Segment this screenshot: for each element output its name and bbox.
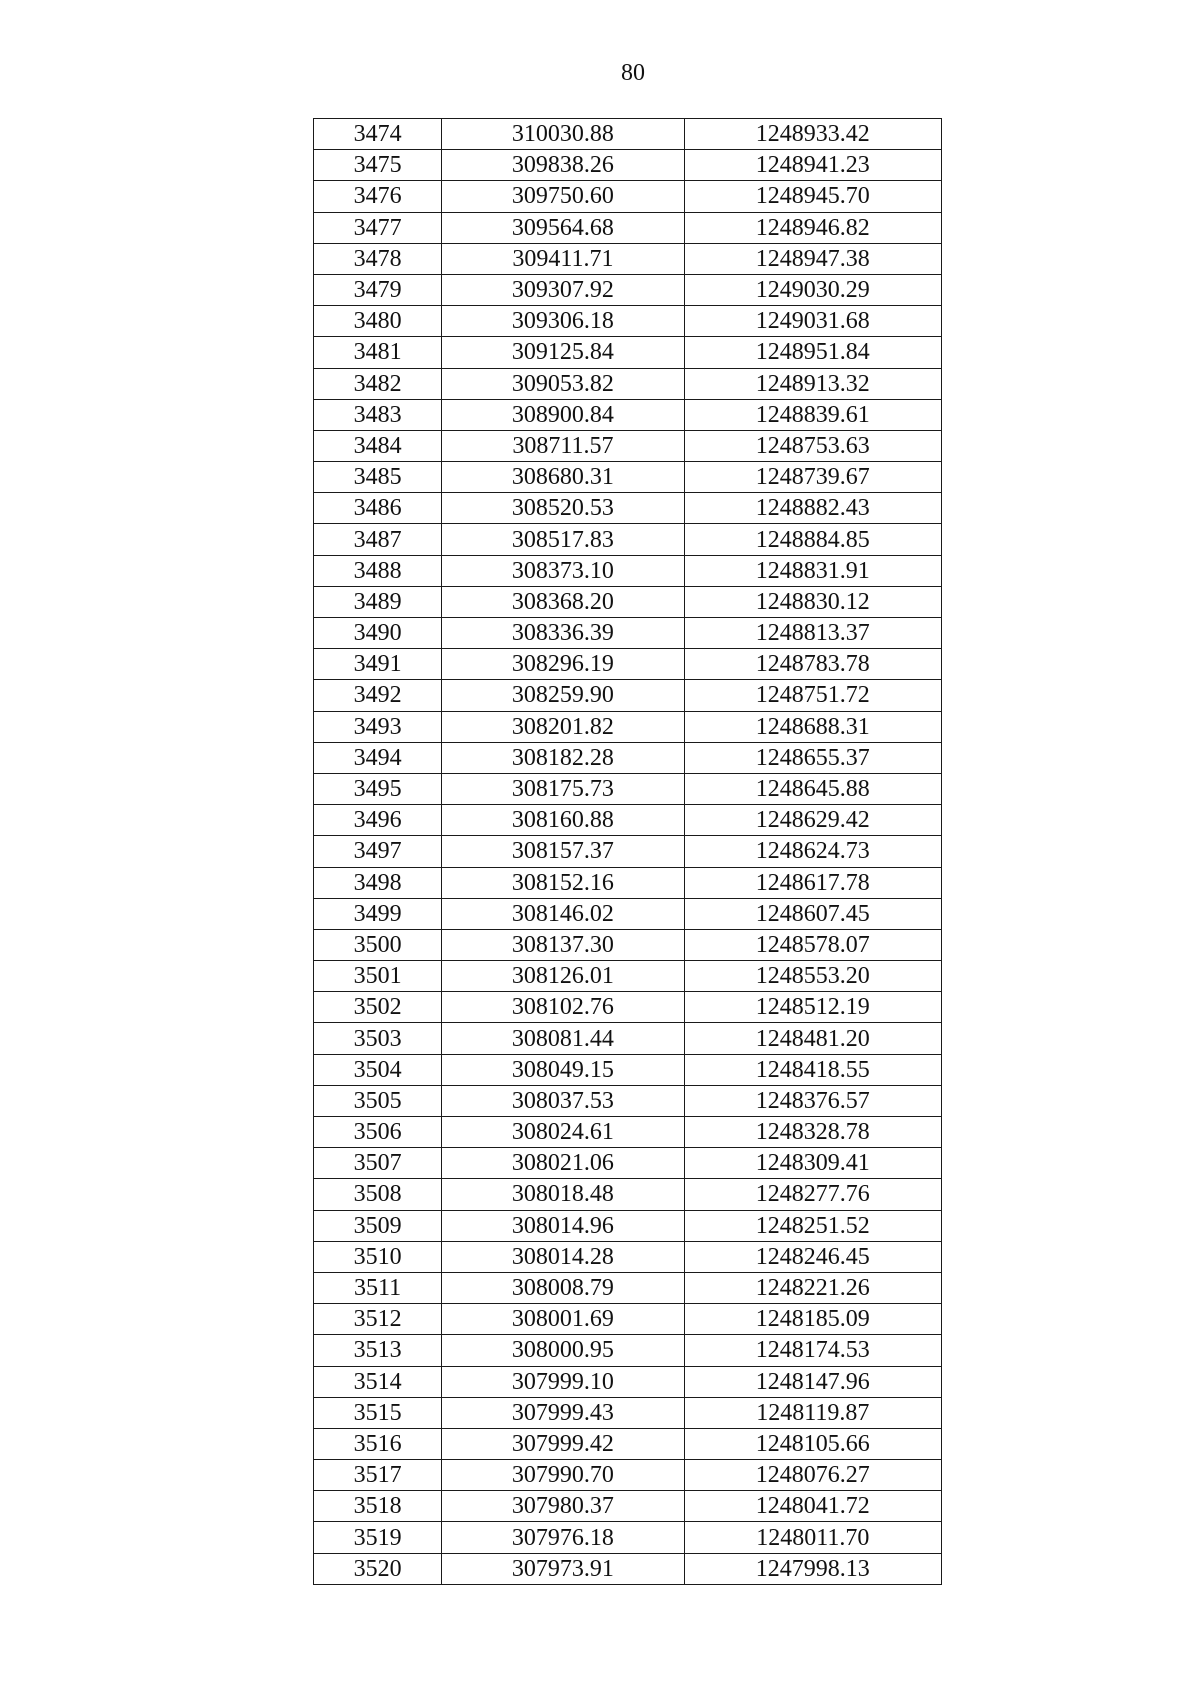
point-number-cell: 3485 — [314, 462, 442, 493]
point-number-cell: 3517 — [314, 1460, 442, 1491]
point-number-cell: 3474 — [314, 119, 442, 150]
table-row — [314, 306, 942, 337]
point-number-cell: 3489 — [314, 586, 442, 617]
y-coordinate-cell: 1248418.55 — [684, 1054, 941, 1085]
y-coordinate-cell: 1248076.27 — [684, 1460, 941, 1491]
x-coordinate-cell: 307980.37 — [442, 1491, 684, 1522]
table-row — [314, 181, 942, 212]
table-row — [314, 1023, 942, 1054]
x-coordinate-cell: 308000.95 — [442, 1335, 684, 1366]
point-number-cell: 3477 — [314, 212, 442, 243]
y-coordinate-cell: 1248277.76 — [684, 1179, 941, 1210]
point-number-cell: 3479 — [314, 274, 442, 305]
x-coordinate-cell: 308182.28 — [442, 742, 684, 773]
table-row — [314, 711, 942, 742]
point-number-cell: 3518 — [314, 1491, 442, 1522]
y-coordinate-cell: 1248951.84 — [684, 337, 941, 368]
table-row — [314, 1335, 942, 1366]
y-coordinate-cell: 1248882.43 — [684, 493, 941, 524]
y-coordinate-cell: 1248328.78 — [684, 1117, 941, 1148]
table-row — [314, 773, 942, 804]
x-coordinate-cell: 307999.43 — [442, 1397, 684, 1428]
y-coordinate-cell: 1248629.42 — [684, 805, 941, 836]
table-row — [314, 1491, 942, 1522]
x-coordinate-cell: 308157.37 — [442, 836, 684, 867]
x-coordinate-cell: 308102.76 — [442, 992, 684, 1023]
point-number-cell: 3480 — [314, 306, 442, 337]
x-coordinate-cell: 309307.92 — [442, 274, 684, 305]
table-row — [314, 1054, 942, 1085]
x-coordinate-cell: 308014.96 — [442, 1210, 684, 1241]
point-number-cell: 3508 — [314, 1179, 442, 1210]
y-coordinate-cell: 1248753.63 — [684, 430, 941, 461]
point-number-cell: 3493 — [314, 711, 442, 742]
y-coordinate-cell: 1248839.61 — [684, 399, 941, 430]
y-coordinate-cell: 1248251.52 — [684, 1210, 941, 1241]
point-number-cell: 3502 — [314, 992, 442, 1023]
point-number-cell: 3506 — [314, 1117, 442, 1148]
x-coordinate-cell: 308296.19 — [442, 649, 684, 680]
x-coordinate-cell: 308146.02 — [442, 898, 684, 929]
x-coordinate-cell: 308018.48 — [442, 1179, 684, 1210]
page-number: 80 — [621, 60, 645, 86]
x-coordinate-cell: 309053.82 — [442, 368, 684, 399]
x-coordinate-cell: 308711.57 — [442, 430, 684, 461]
y-coordinate-cell: 1248617.78 — [684, 867, 941, 898]
table-row — [314, 1428, 942, 1459]
table-row — [314, 1179, 942, 1210]
point-number-cell: 3487 — [314, 524, 442, 555]
x-coordinate-cell: 308081.44 — [442, 1023, 684, 1054]
point-number-cell: 3484 — [314, 430, 442, 461]
y-coordinate-cell: 1248831.91 — [684, 555, 941, 586]
point-number-cell: 3494 — [314, 742, 442, 773]
table-row — [314, 929, 942, 960]
y-coordinate-cell: 1248481.20 — [684, 1023, 941, 1054]
point-number-cell: 3499 — [314, 898, 442, 929]
x-coordinate-cell: 308037.53 — [442, 1085, 684, 1116]
x-coordinate-cell: 308259.90 — [442, 680, 684, 711]
y-coordinate-cell: 1248221.26 — [684, 1272, 941, 1303]
table-row — [314, 212, 942, 243]
point-number-cell: 3481 — [314, 337, 442, 368]
table-row — [314, 493, 942, 524]
y-coordinate-cell: 1248119.87 — [684, 1397, 941, 1428]
y-coordinate-cell: 1248645.88 — [684, 773, 941, 804]
point-number-cell: 3486 — [314, 493, 442, 524]
point-number-cell: 3498 — [314, 867, 442, 898]
point-number-cell: 3475 — [314, 150, 442, 181]
x-coordinate-cell: 308001.69 — [442, 1304, 684, 1335]
table-row — [314, 898, 942, 929]
x-coordinate-cell: 307990.70 — [442, 1460, 684, 1491]
x-coordinate-cell: 308152.16 — [442, 867, 684, 898]
x-coordinate-cell: 308126.01 — [442, 961, 684, 992]
table-row — [314, 462, 942, 493]
table-row — [314, 649, 942, 680]
x-coordinate-cell: 308517.83 — [442, 524, 684, 555]
x-coordinate-cell: 309838.26 — [442, 150, 684, 181]
table-row — [314, 1304, 942, 1335]
table-row — [314, 524, 942, 555]
coordinates-table-body — [314, 119, 942, 1585]
point-number-cell: 3476 — [314, 181, 442, 212]
x-coordinate-cell: 308024.61 — [442, 1117, 684, 1148]
y-coordinate-cell: 1248578.07 — [684, 929, 941, 960]
y-coordinate-cell: 1248607.45 — [684, 898, 941, 929]
x-coordinate-cell: 308373.10 — [442, 555, 684, 586]
point-number-cell: 3495 — [314, 773, 442, 804]
y-coordinate-cell: 1248945.70 — [684, 181, 941, 212]
point-number-cell: 3492 — [314, 680, 442, 711]
y-coordinate-cell: 1248913.32 — [684, 368, 941, 399]
y-coordinate-cell: 1249030.29 — [684, 274, 941, 305]
x-coordinate-cell: 308175.73 — [442, 773, 684, 804]
point-number-cell: 3505 — [314, 1085, 442, 1116]
table-row — [314, 399, 942, 430]
point-number-cell: 3509 — [314, 1210, 442, 1241]
y-coordinate-cell: 1248941.23 — [684, 150, 941, 181]
table-row — [314, 1553, 942, 1584]
table-row — [314, 119, 942, 150]
point-number-cell: 3520 — [314, 1553, 442, 1584]
point-number-cell: 3519 — [314, 1522, 442, 1553]
point-number-cell: 3512 — [314, 1304, 442, 1335]
x-coordinate-cell: 307999.10 — [442, 1366, 684, 1397]
table-row — [314, 867, 942, 898]
y-coordinate-cell: 1248041.72 — [684, 1491, 941, 1522]
y-coordinate-cell: 1248751.72 — [684, 680, 941, 711]
y-coordinate-cell: 1248830.12 — [684, 586, 941, 617]
y-coordinate-cell: 1248946.82 — [684, 212, 941, 243]
point-number-cell: 3515 — [314, 1397, 442, 1428]
table-row — [314, 1522, 942, 1553]
y-coordinate-cell: 1248011.70 — [684, 1522, 941, 1553]
table-row — [314, 430, 942, 461]
y-coordinate-cell: 1248624.73 — [684, 836, 941, 867]
table-row — [314, 337, 942, 368]
x-coordinate-cell: 307973.91 — [442, 1553, 684, 1584]
y-coordinate-cell: 1248512.19 — [684, 992, 941, 1023]
y-coordinate-cell: 1249031.68 — [684, 306, 941, 337]
y-coordinate-cell: 1248376.57 — [684, 1085, 941, 1116]
x-coordinate-cell: 307976.18 — [442, 1522, 684, 1553]
point-number-cell: 3500 — [314, 929, 442, 960]
table-row — [314, 1241, 942, 1272]
table-row — [314, 805, 942, 836]
point-number-cell: 3503 — [314, 1023, 442, 1054]
x-coordinate-cell: 309125.84 — [442, 337, 684, 368]
y-coordinate-cell: 1248813.37 — [684, 618, 941, 649]
y-coordinate-cell: 1248309.41 — [684, 1148, 941, 1179]
x-coordinate-cell: 308900.84 — [442, 399, 684, 430]
table-row — [314, 1397, 942, 1428]
x-coordinate-cell: 308520.53 — [442, 493, 684, 524]
point-number-cell: 3482 — [314, 368, 442, 399]
x-coordinate-cell: 309306.18 — [442, 306, 684, 337]
table-row — [314, 961, 942, 992]
table-row — [314, 1210, 942, 1241]
table-row — [314, 274, 942, 305]
point-number-cell: 3496 — [314, 805, 442, 836]
point-number-cell: 3488 — [314, 555, 442, 586]
x-coordinate-cell: 308368.20 — [442, 586, 684, 617]
table-row — [314, 1117, 942, 1148]
table-row — [314, 1460, 942, 1491]
y-coordinate-cell: 1248246.45 — [684, 1241, 941, 1272]
y-coordinate-cell: 1248739.67 — [684, 462, 941, 493]
y-coordinate-cell: 1248933.42 — [684, 119, 941, 150]
y-coordinate-cell: 1248783.78 — [684, 649, 941, 680]
x-coordinate-cell: 308014.28 — [442, 1241, 684, 1272]
coordinates-table — [313, 118, 942, 1585]
y-coordinate-cell: 1248884.85 — [684, 524, 941, 555]
point-number-cell: 3478 — [314, 243, 442, 274]
x-coordinate-cell: 308160.88 — [442, 805, 684, 836]
point-number-cell: 3511 — [314, 1272, 442, 1303]
table-row — [314, 992, 942, 1023]
point-number-cell: 3504 — [314, 1054, 442, 1085]
point-number-cell: 3501 — [314, 961, 442, 992]
y-coordinate-cell: 1248105.66 — [684, 1428, 941, 1459]
x-coordinate-cell: 308137.30 — [442, 929, 684, 960]
table-row — [314, 1085, 942, 1116]
point-number-cell: 3516 — [314, 1428, 442, 1459]
x-coordinate-cell: 308021.06 — [442, 1148, 684, 1179]
point-number-cell: 3497 — [314, 836, 442, 867]
x-coordinate-cell: 307999.42 — [442, 1428, 684, 1459]
table-row — [314, 1366, 942, 1397]
y-coordinate-cell: 1248185.09 — [684, 1304, 941, 1335]
point-number-cell: 3491 — [314, 649, 442, 680]
x-coordinate-cell: 309750.60 — [442, 181, 684, 212]
table-row — [314, 586, 942, 617]
point-number-cell: 3510 — [314, 1241, 442, 1272]
y-coordinate-cell: 1248655.37 — [684, 742, 941, 773]
x-coordinate-cell: 310030.88 — [442, 119, 684, 150]
y-coordinate-cell: 1248947.38 — [684, 243, 941, 274]
x-coordinate-cell: 309564.68 — [442, 212, 684, 243]
table-row — [314, 742, 942, 773]
y-coordinate-cell: 1248688.31 — [684, 711, 941, 742]
table-row — [314, 555, 942, 586]
y-coordinate-cell: 1248553.20 — [684, 961, 941, 992]
table-row — [314, 1148, 942, 1179]
table-row — [314, 836, 942, 867]
point-number-cell: 3490 — [314, 618, 442, 649]
x-coordinate-cell: 308008.79 — [442, 1272, 684, 1303]
y-coordinate-cell: 1247998.13 — [684, 1553, 941, 1584]
x-coordinate-cell: 308680.31 — [442, 462, 684, 493]
point-number-cell: 3483 — [314, 399, 442, 430]
y-coordinate-cell: 1248174.53 — [684, 1335, 941, 1366]
y-coordinate-cell: 1248147.96 — [684, 1366, 941, 1397]
x-coordinate-cell: 309411.71 — [442, 243, 684, 274]
point-number-cell: 3514 — [314, 1366, 442, 1397]
point-number-cell: 3513 — [314, 1335, 442, 1366]
table-row — [314, 680, 942, 711]
x-coordinate-cell: 308201.82 — [442, 711, 684, 742]
x-coordinate-cell: 308049.15 — [442, 1054, 684, 1085]
table-row — [314, 243, 942, 274]
table-row — [314, 368, 942, 399]
table-row — [314, 150, 942, 181]
table-row — [314, 618, 942, 649]
point-number-cell: 3507 — [314, 1148, 442, 1179]
table-row — [314, 1272, 942, 1303]
x-coordinate-cell: 308336.39 — [442, 618, 684, 649]
